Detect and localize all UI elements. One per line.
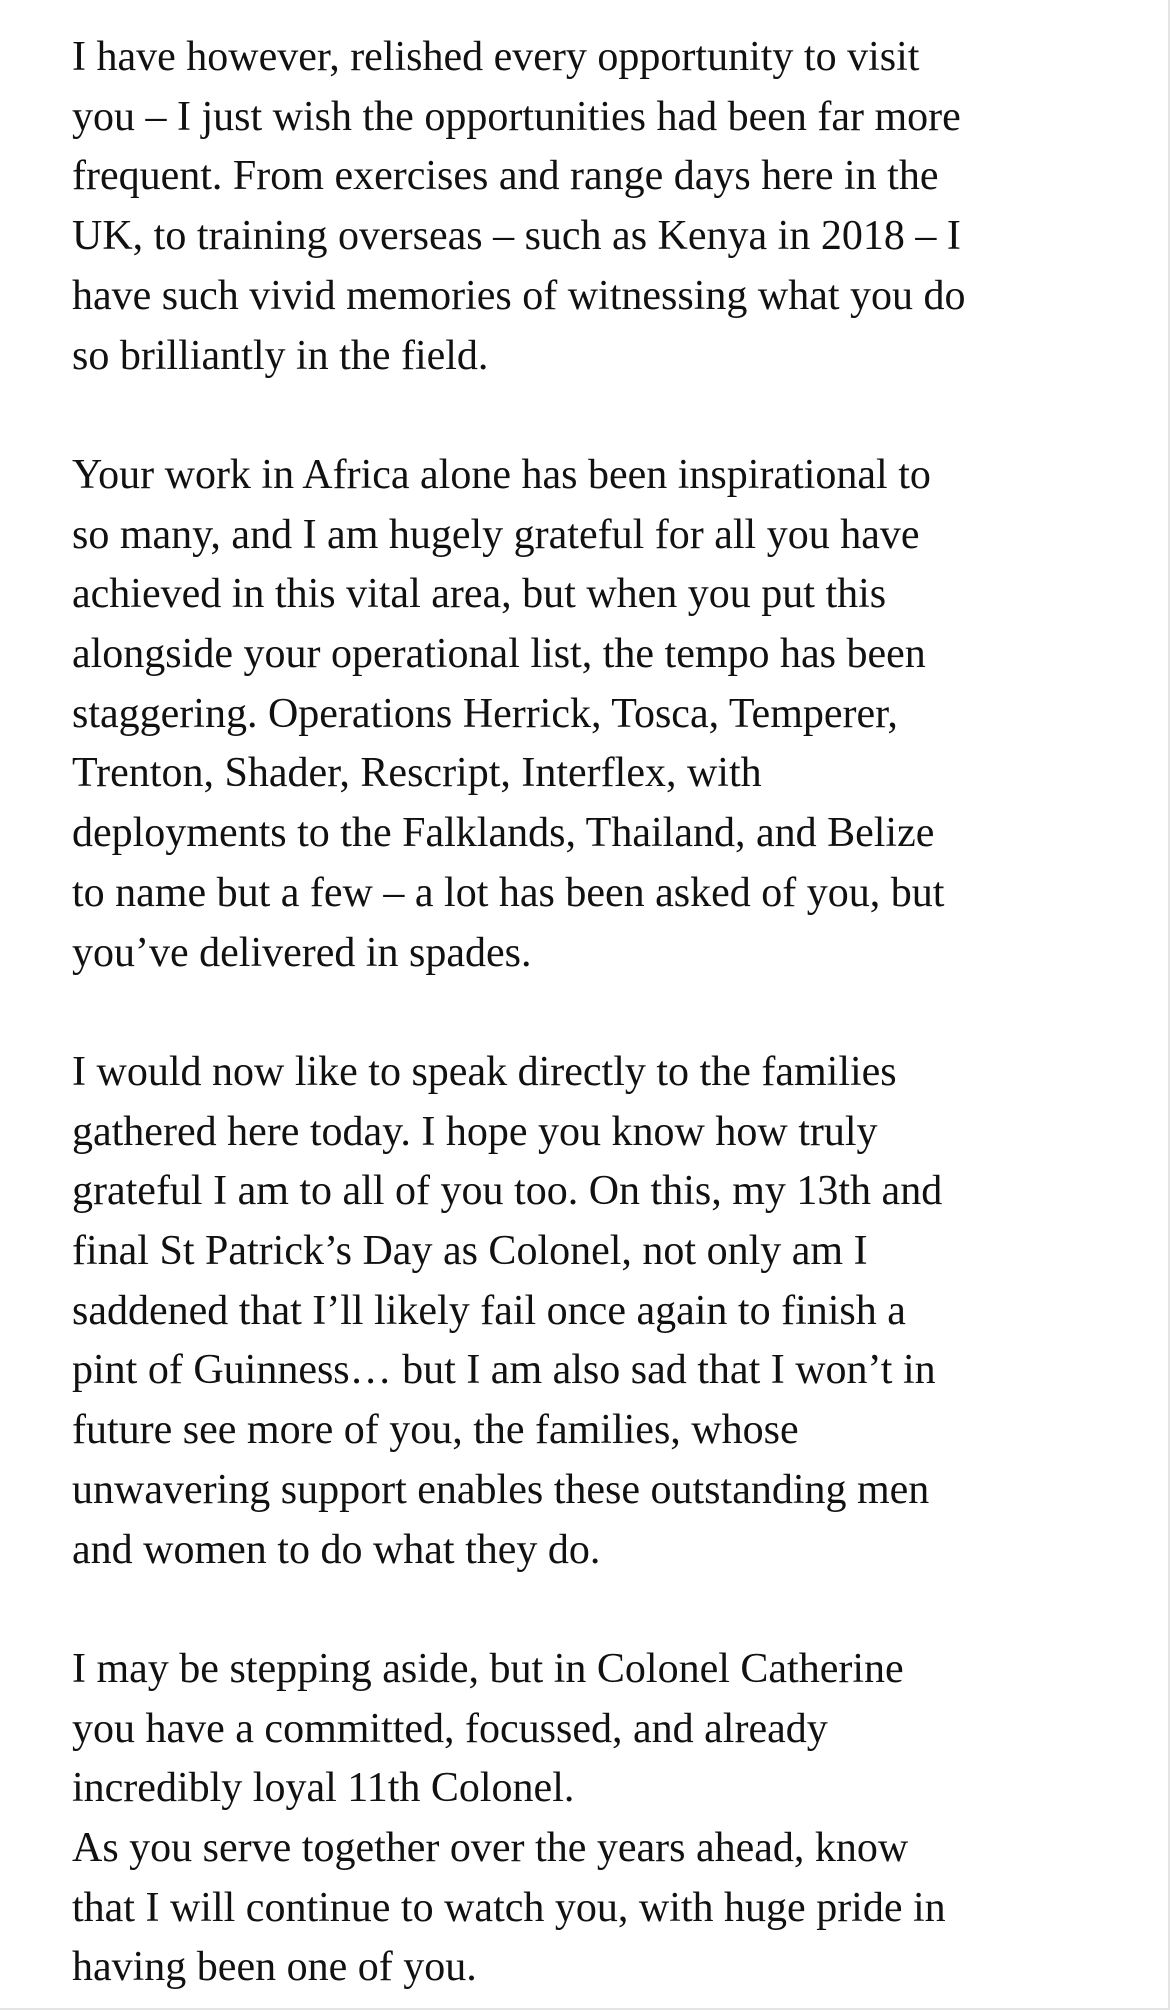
text-line: alongside your operational list, the tempo has been [72, 631, 926, 678]
paragraph-1 [72, 28, 1132, 386]
document-body [72, 28, 1132, 1998]
text-line: I would now like to speak directly to the families [72, 1048, 897, 1095]
text-line: so brilliantly in the field. [72, 332, 489, 379]
paragraph-3 [72, 1043, 1132, 1580]
text-line: grateful I am to all of you too. On this, my 13th and [72, 1168, 943, 1215]
text-line: gathered here today. I hope you know how truly [72, 1108, 878, 1155]
text-line: you have a committed, focussed, and already [72, 1705, 828, 1752]
text-line: future see more of you, the families, whose [72, 1407, 799, 1454]
text-line: that I will continue to watch you, with huge pride in [72, 1884, 946, 1931]
text-line: having been one of you. [72, 1944, 477, 1991]
text-line: frequent. From exercises and range days here in the [72, 153, 939, 200]
text-line: As you serve together over the years ahead, know [72, 1825, 909, 1872]
text-line: final St Patrick’s Day as Colonel, not only am I [72, 1228, 868, 1275]
text-line: staggering. Operations Herrick, Tosca, Temperer, [72, 690, 898, 737]
paragraph-5 [72, 1819, 1132, 1998]
paragraph-4 [72, 1640, 1132, 1819]
paragraph-2 [72, 446, 1132, 983]
text-line: you – I just wish the opportunities had been far more [72, 93, 961, 140]
text-line: I have however, relished every opportunity to visit [72, 34, 920, 80]
text-line: unwavering support enables these outstanding men [72, 1466, 930, 1513]
text-line: so many, and I am hugely grateful for all you have [72, 511, 920, 558]
text-line: have such vivid memories of witnessing what you do [72, 272, 966, 319]
text-line: UK, to training overseas – such as Kenya in 2018 – I [72, 213, 961, 260]
text-line: achieved in this vital area, but when you put this [72, 571, 887, 618]
text-line: Your work in Africa alone has been inspirational to [72, 451, 931, 498]
text-line: and women to do what they do. [72, 1526, 601, 1573]
text-line: to name but a few – a lot has been asked of you, but [72, 869, 945, 916]
text-line: pint of Guinness… but I am also sad that I won’t in [72, 1347, 936, 1394]
text-line: deployments to the Falklands, Thailand, and Belize [72, 810, 935, 857]
text-line: I may be stepping aside, but in Colonel Catherine [72, 1645, 904, 1692]
text-line: saddened that I’ll likely fail once again to finish a [72, 1287, 906, 1334]
text-line: you’ve delivered in spades. [72, 929, 532, 976]
text-line: incredibly loyal 11th Colonel. [72, 1765, 575, 1812]
text-line: Trenton, Shader, Rescript, Interflex, with [72, 750, 762, 797]
